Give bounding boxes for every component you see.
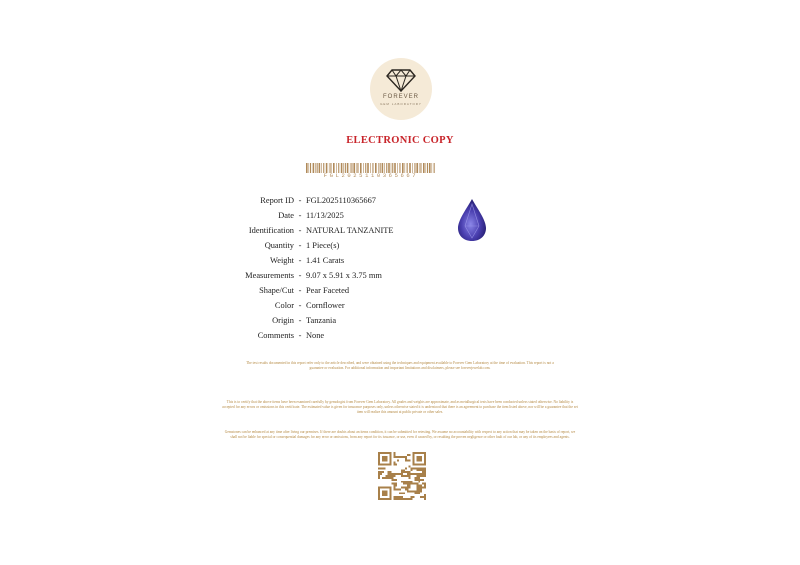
- barcode-number: FGL2025110365667: [323, 172, 419, 179]
- field-label: Report ID: [260, 196, 294, 205]
- field-separator: -: [298, 196, 302, 205]
- diamond-icon: [386, 68, 416, 92]
- field-separator: -: [298, 286, 302, 295]
- field-value: NATURAL TANZANITE: [306, 226, 394, 235]
- field-label: Weight: [270, 256, 294, 265]
- lab-brand-subtitle: GEM LABORATORY: [380, 102, 422, 106]
- field-value: Tanzania: [306, 316, 337, 325]
- electronic-copy-title: ELECTRONIC COPY: [346, 135, 454, 146]
- field-row: [0, 315, 800, 327]
- field-row: [0, 330, 800, 342]
- lab-logo: [370, 58, 432, 120]
- field-label: Color: [274, 301, 294, 310]
- field-separator: -: [298, 211, 302, 220]
- disclaimer-results: The test results documented in this report refer only to the article described, and were obtained using the techniques and equipment available to Forever Gem Laboratory at the time of evaluation. This report is not a guarantee or evaluation. For additional information and important limitations and disclaimers, please see foreverjewelab.com.: [246, 361, 554, 370]
- field-row: [0, 240, 800, 252]
- field-separator: -: [298, 301, 302, 310]
- field-value: FGL2025110365667: [306, 196, 376, 205]
- field-separator: -: [298, 226, 302, 235]
- field-row: [0, 300, 800, 312]
- field-label: Identification: [248, 226, 294, 235]
- field-row: [0, 225, 800, 237]
- disclaimer-liability: Gemstones can be enhanced at any time after living our premises. If there are doubts about an items condition, it can be submitted for retesting. We assume no accountability with respect to any action that may be taken on the basis of report, we shall not be liable for special or consequential damages for any error or omissions, from any report for its issuance, or use, even if caused by, or resulting the proven negligence or other fault of our lab, or any of its employees and agents.: [224, 430, 576, 439]
- field-separator: -: [298, 256, 302, 265]
- field-label: Date: [278, 211, 294, 220]
- field-separator: -: [298, 241, 302, 250]
- field-row: [0, 270, 800, 282]
- field-value: Pear Faceted: [306, 286, 350, 295]
- field-row: [0, 285, 800, 297]
- field-row: [0, 210, 800, 222]
- field-label: Shape/Cut: [259, 286, 294, 295]
- disclaimer-certification: This is to certify that the above items have been examined carefully by gemologist from Forever Gem Laboratory. All grades and weights are approximate, and as metallurgical tests have been conducted unless stated otherwise. No liability is accepted for any errors or omissions in this certificate. The estimated value is given for insurance purposes only, unless otherwise stated it is understood that there is an agreement to purchase the item listed above, nor will be a guarantee that the set item will realize this amount at public private or other sales.: [222, 400, 578, 414]
- field-row: [0, 195, 800, 207]
- field-value: 1 Piece(s): [306, 241, 340, 250]
- field-label: Measurements: [245, 271, 294, 280]
- lab-brand-name: FOREVER: [382, 94, 419, 100]
- field-separator: -: [298, 316, 302, 325]
- field-value: 11/13/2025: [306, 211, 344, 220]
- field-value: 1.41 Carats: [306, 256, 345, 265]
- qr-code[interactable]: [378, 452, 426, 500]
- field-label: Origin: [272, 316, 294, 325]
- field-label: Quantity: [264, 241, 294, 250]
- field-value: Cornflower: [306, 301, 345, 310]
- tanzanite-gem-image: [457, 198, 487, 242]
- field-value: 9.07 x 5.91 x 3.75 mm: [306, 271, 382, 280]
- field-label: Comments: [257, 331, 294, 340]
- field-row: [0, 255, 800, 267]
- field-value: None: [306, 331, 325, 340]
- field-separator: -: [298, 271, 302, 280]
- field-separator: -: [298, 331, 302, 340]
